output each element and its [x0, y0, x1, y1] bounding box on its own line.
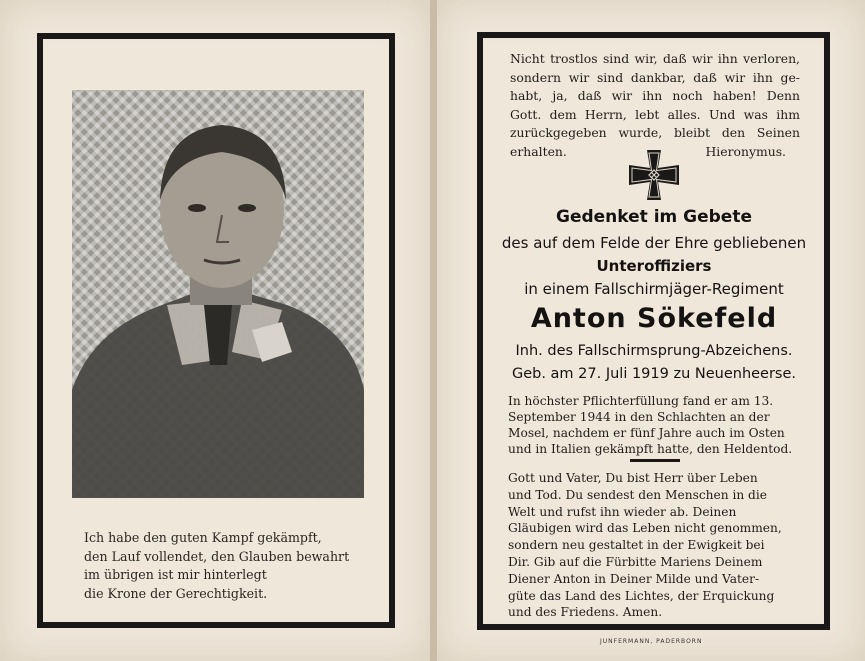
prayer-line: Gott und Vater, Du bist Herr über Leben [508, 471, 758, 485]
prayer-line: und Tod. Du sendest den Menschen in die [508, 487, 767, 502]
quote-line: erhalten. [510, 143, 567, 159]
story-line: und in Italien gekämpft hatte, den Heldentod. [508, 442, 793, 456]
verse-line: Ich habe den guten Kampf gekämpft, [84, 530, 322, 545]
divider [630, 459, 680, 462]
prayer-line: Welt und rufst ihn wieder ab. Deinen [508, 504, 737, 519]
story-line: Mosel, nachdem er fünf Jahre auch im Osten [508, 426, 785, 440]
prayer-line: Diener Anton in Deiner Milde und Vater- [508, 571, 760, 586]
portrait-photo [72, 90, 364, 498]
prayer [508, 470, 806, 621]
story-line: September 1944 in den Schlachten an der [508, 410, 770, 424]
left-border-bottom [37, 622, 395, 628]
quote-line: zurückgegeben wurde, bleibt den Seinen [510, 125, 800, 140]
iron-cross-icon [627, 148, 681, 202]
left-border-right [389, 33, 395, 628]
portrait-figure [72, 90, 364, 498]
rank: Unteroffiziers [596, 257, 712, 275]
prayer-line: sondern neu gestaltet in der Ewigkeit bei [508, 538, 765, 553]
right-border-top [477, 32, 830, 38]
memorial-heading: Gedenket im Gebete [555, 207, 752, 227]
birth-info: Geb. am 27. Juli 1919 zu Neuenheerse. [511, 366, 797, 382]
quote-line: sondern wir sind dankbar, daß wir ihn ge- [510, 69, 800, 85]
quote-line: Gott. dem Herrn, lebt alles. Und was ihm [510, 106, 800, 122]
verse-line: im übrigen ist mir hinterlegt [84, 567, 267, 582]
unit: in einem Fallschirmjäger-Regiment [524, 280, 784, 298]
right-border-bottom [477, 624, 830, 630]
left-verse [84, 529, 384, 603]
quote-line: Nicht trostlos sind wir, daß wir ihn verloren, [510, 51, 800, 66]
card-fold [430, 0, 437, 661]
story-line: In höchster Pflichterfüllung fand er am 13. [508, 394, 774, 408]
death-account [508, 393, 806, 457]
prayer-line: und des Friedens. Amen. [508, 605, 663, 620]
prayer-line: Dir. Gib auf die Fürbitte Mariens Deinem [508, 554, 763, 569]
left-card [0, 0, 430, 661]
deceased-name: Anton Sökefeld [530, 303, 778, 334]
quote-line: habt, ja, daß wir ihn noch haben! Denn [510, 88, 800, 103]
award: Inh. des Fallschirmsprung-Abzeichens. [515, 343, 793, 359]
prayer-line: güte das Land des Lichtes, der Erquickung [508, 588, 775, 603]
verse-line: die Krone der Gerechtigkeit. [84, 585, 268, 601]
prayer-line: Gläubigen wird das Leben nicht genommen, [508, 521, 782, 536]
left-border-left [37, 33, 43, 628]
printer-imprint: JUNFERMANN, PADERBORN [600, 638, 703, 645]
hieronymus-quote [510, 50, 800, 161]
quote-author: Hieronymus. [705, 143, 786, 159]
fallen-line: des auf dem Felde der Ehre gebliebenen [501, 234, 807, 252]
verse-line: den Lauf vollendet, den Glauben bewahrt [84, 548, 350, 564]
left-border-top [37, 33, 395, 39]
